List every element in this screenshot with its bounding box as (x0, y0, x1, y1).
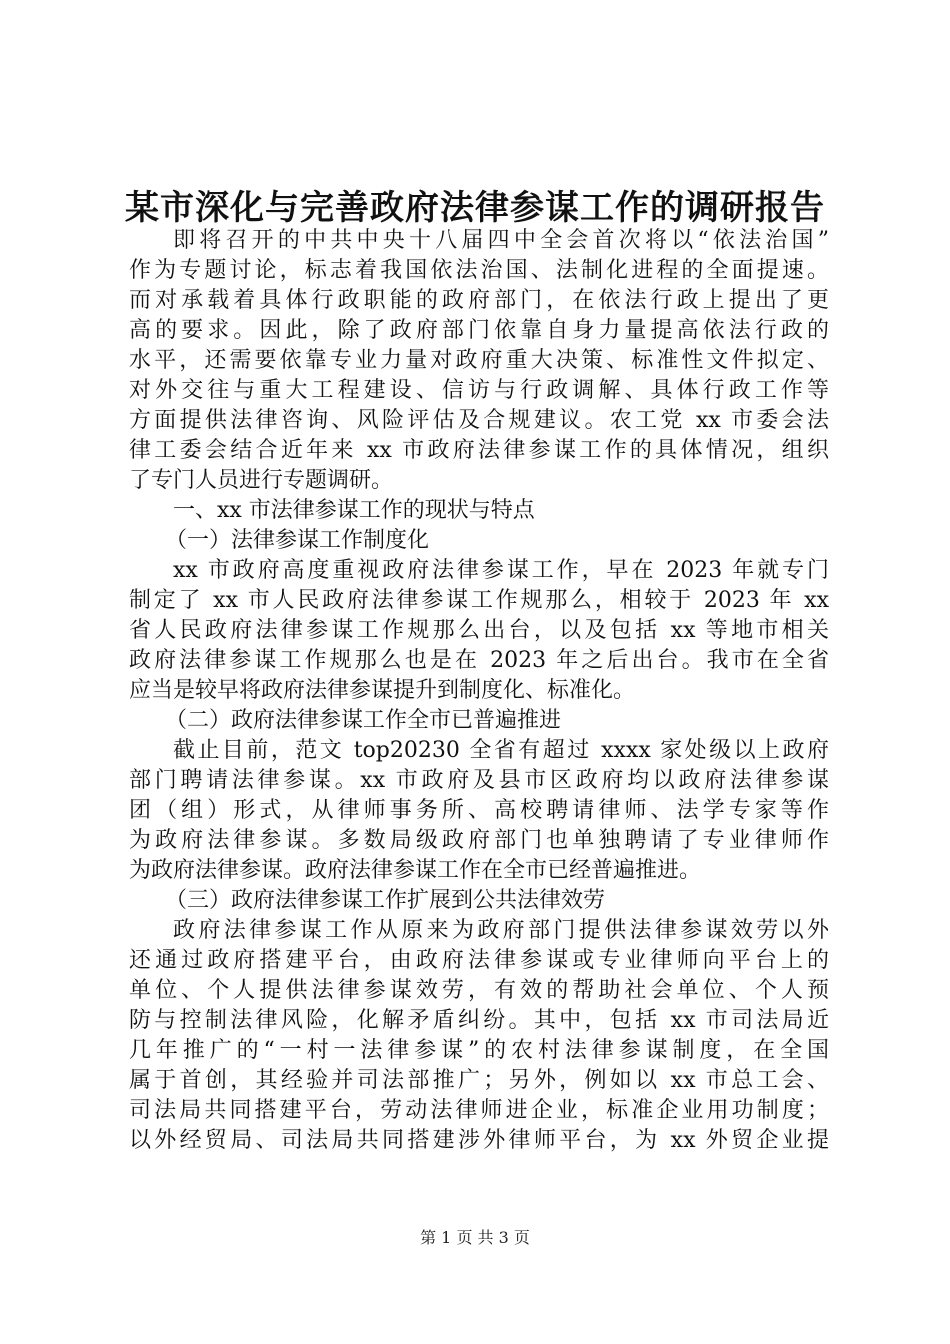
document-body (129, 226, 829, 1156)
paragraph-line: 为政府法律参谋。多数局级政府部门也单独聘请了专业律师作 (129, 828, 829, 853)
paragraph-line: 律工委会结合近年来 xx 市政府法律参谋工作的具体情况，组织 (129, 438, 829, 463)
page-footer: 第 1 页 共 3 页 (420, 1228, 530, 1247)
paragraph-line: 截止目前，范文 top20230 全省有超过 xxxx 家处级以上政府 (173, 738, 829, 763)
paragraph-line: 高的要求。因此，除了政府部门依靠自身力量提高依法行政的 (129, 318, 829, 343)
paragraph-line: 属于首创，其经验并司法部推广；另外，例如以 xx 市总工会、 (129, 1068, 829, 1093)
paragraph-line: 几年推广的“一村一法律参谋”的农村法律参谋制度，在全国 (129, 1038, 829, 1063)
paragraph-line: 而对承载着具体行政职能的政府部门，在依法行政上提出了更 (129, 288, 829, 313)
paragraph-line: 防与控制法律风险，化解矛盾纠纷。其中，包括 xx 市司法局近 (129, 1008, 829, 1033)
paragraph-line: 即将召开的中共中央十八届四中全会首次将以“依法治国” (173, 228, 829, 253)
paragraph-line: 了专门人员进行专题调研。 (129, 468, 394, 493)
paragraph-line: 应当是较早将政府法律参谋提升到制度化、标准化。 (129, 678, 636, 703)
subsection-heading: （二）政府法律参谋工作全市已普遍推进 (165, 708, 562, 733)
paragraph-line: 为政府法律参谋。政府法律参谋工作在全市已经普遍推进。 (129, 858, 702, 883)
paragraph-line: 政府法律参谋工作规那么也是在 2023 年之后出台。我市在全省 (129, 648, 829, 673)
paragraph-line: 单位、个人提供法律参谋效劳，有效的帮助社会单位、个人预 (129, 978, 829, 1003)
paragraph-line: 制定了 xx 市人民政府法律参谋工作规那么，相较于 2023 年 xx (129, 588, 829, 613)
paragraph-line: 还通过政府搭建平台，由政府法律参谋或专业律师向平台上的 (129, 948, 829, 973)
paragraph-line: 水平，还需要依靠专业力量对政府重大决策、标准性文件拟定、 (129, 348, 829, 373)
paragraph-line: 对外交往与重大工程建设、信访与行政调解、具体行政工作等 (129, 378, 829, 403)
document-title: 某市深化与完善政府法律参谋工作的调研报告 (125, 188, 825, 228)
paragraph-line: xx 市政府高度重视政府法律参谋工作，早在 2023 年就专门 (173, 558, 829, 583)
paragraph-line: 政府法律参谋工作从原来为政府部门提供法律参谋效劳以外 (173, 918, 829, 943)
paragraph-line: 作为专题讨论，标志着我国依法治国、法制化进程的全面提速。 (129, 258, 829, 283)
section-heading: 一、xx 市法律参谋工作的现状与特点 (173, 498, 535, 523)
paragraph-line: 司法局共同搭建平台，劳动法律师进企业，标准企业用功制度； (129, 1098, 829, 1123)
paragraph-line: 以外经贸局、司法局共同搭建涉外律师平台，为 xx 外贸企业提 (129, 1128, 829, 1153)
paragraph-line: 方面提供法律咨询、风险评估及合规建议。农工党 xx 市委会法 (129, 408, 829, 433)
paragraph-line: 团（组）形式，从律师事务所、高校聘请律师、法学专家等作 (129, 798, 829, 823)
paragraph-line: 省人民政府法律参谋工作规那么出台，以及包括 xx 等地市相关 (129, 618, 829, 643)
subsection-heading: （一）法律参谋工作制度化 (165, 528, 430, 553)
subsection-heading: （三）政府法律参谋工作扩展到公共法律效劳 (165, 888, 606, 913)
paragraph-line: 部门聘请法律参谋。xx 市政府及县市区政府均以政府法律参谋 (129, 768, 829, 793)
